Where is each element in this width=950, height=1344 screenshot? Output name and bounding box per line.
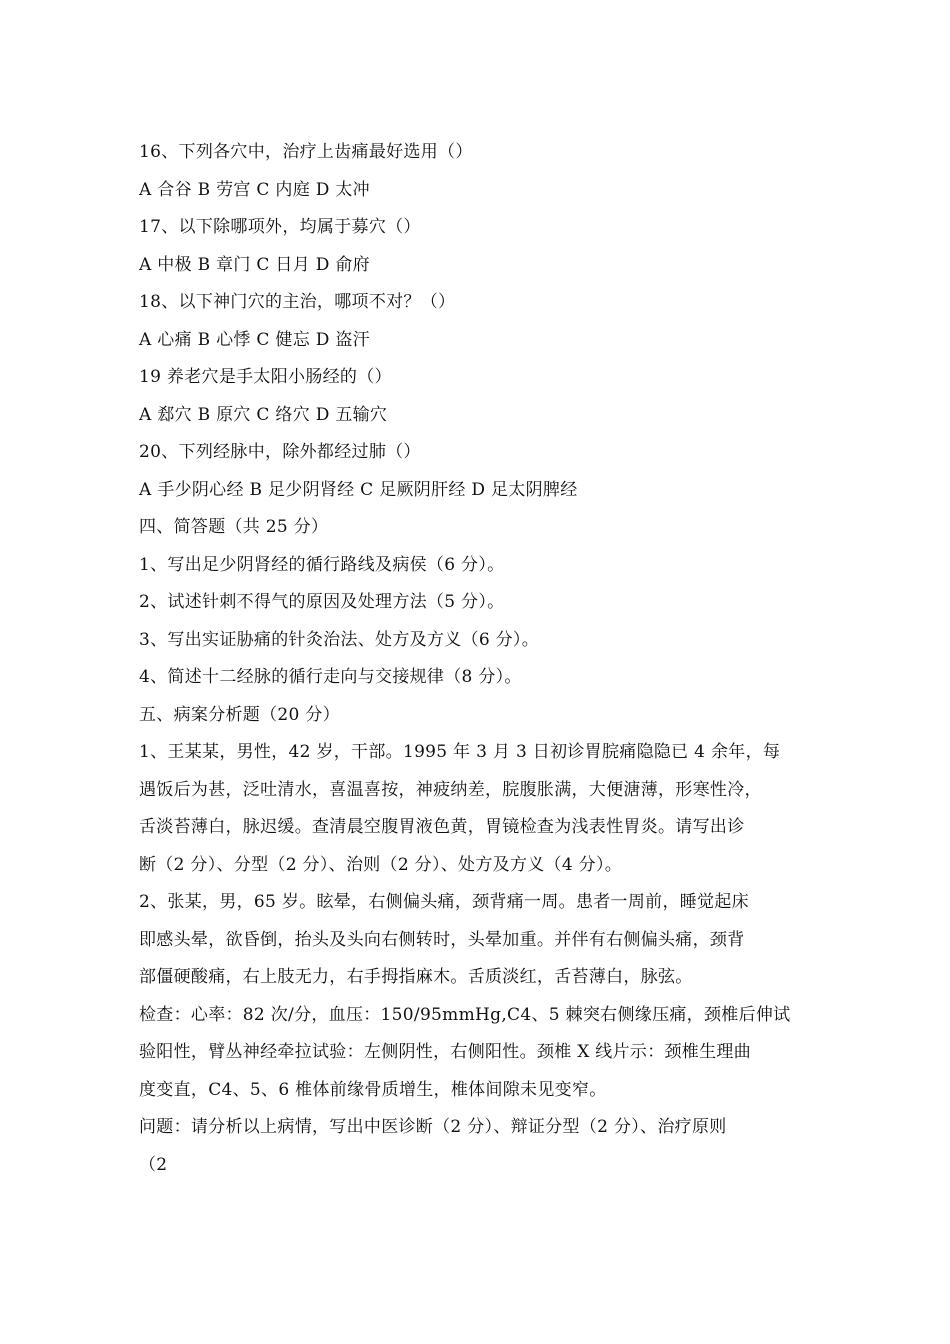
question-19-options: A 郄穴 B 原穴 C 络穴 D 五输穴 bbox=[139, 404, 388, 425]
question-20-options: A 手少阴心经 B 足少阴肾经 C 足厥阴肝经 D 足太阴脾经 bbox=[139, 479, 578, 500]
exam-line: 验阳性，臂丛神经牵拉试验：左侧阴性，右侧阳性。颈椎 X 线片示：颈椎生理曲 bbox=[139, 1042, 752, 1062]
question-16-options: A 合谷 B 劳宫 C 内庭 D 太冲 bbox=[139, 179, 370, 200]
question-18-stem: 18、以下神门穴的主治，哪项不对？（） bbox=[139, 292, 456, 312]
question-17-stem: 17、以下除哪项外，均属于募穴（） bbox=[139, 217, 421, 237]
case-1-line: 遇饭后为甚，泛吐清水，喜温喜按，神疲纳差，脘腹胀满，大便溏薄，形寒性冷， bbox=[139, 779, 762, 800]
question-19-stem: 19 养老穴是手太阳小肠经的（） bbox=[139, 367, 392, 387]
question-20-stem: 20、下列经脉中，除外都经过肺（） bbox=[139, 442, 421, 462]
case-1-line: 1、王某某，男性，42 岁，干部。1995 年 3 月 3 日初诊胃脘痛隐隐已 4 余年，每 bbox=[139, 742, 781, 762]
exam-line: 检查：心率：82 次/分，血压：150/95mmHg,C4、5 棘突右侧缘压痛，颈椎后伸试 bbox=[139, 1004, 791, 1025]
case-2-line: 部僵硬酸痛，右上肢无力，右手拇指麻木。舌质淡红，舌苔薄白，脉弦。 bbox=[139, 967, 693, 987]
document-content bbox=[139, 134, 839, 1184]
section-5-heading: 五、病案分析题（20 分） bbox=[139, 704, 340, 725]
section-4-heading: 四、简答题（共 25 分） bbox=[139, 517, 329, 537]
question-18-options: A 心痛 B 心悸 C 健忘 D 盗汗 bbox=[139, 329, 370, 350]
section-4-item-4: 4、简述十二经脉的循行走向与交接规律（8 分）。 bbox=[139, 667, 522, 687]
case-1-paragraph bbox=[139, 734, 839, 884]
question-line: （2 bbox=[139, 1154, 168, 1175]
question-paragraph bbox=[139, 1109, 839, 1184]
exam-line: 度变直，C4、5、6 椎体前缘骨质增生，椎体间隙未见变窄。 bbox=[139, 1079, 607, 1100]
case-1-line: 舌淡苔薄白，脉迟缓。查清晨空腹胃液色黄，胃镜检查为浅表性胃炎。请写出诊 bbox=[139, 817, 745, 837]
case-2-line: 2、张某，男，65 岁。眩晕，右侧偏头痛，颈背痛一周。患者一周前，睡觉起床 bbox=[139, 892, 749, 912]
case-2-line: 即感头晕，欲昏倒，抬头及头向右侧转时，头晕加重。并伴有右侧偏头痛，颈背 bbox=[139, 929, 745, 950]
section-4-item-2: 2、试述针刺不得气的原因及处理方法（5 分）。 bbox=[139, 592, 505, 612]
section-4-item-3: 3、写出实证胁痛的针灸治法、处方及方义（6 分）。 bbox=[139, 629, 540, 650]
case-1-line: 断（2 分）、分型（2 分）、治则（2 分）、处方及方义（4 分）。 bbox=[139, 854, 623, 875]
section-4-item-1: 1、写出足少阴肾经的循行路线及病侯（6 分）。 bbox=[139, 554, 505, 575]
question-line: 问题：请分析以上病情，写出中医诊断（2 分）、辩证分型（2 分）、治疗原则 bbox=[139, 1117, 727, 1137]
case-2-paragraph bbox=[139, 884, 839, 997]
question-17-options: A 中极 B 章门 C 日月 D 俞府 bbox=[139, 254, 370, 275]
question-16-stem: 16、下列各穴中，治疗上齿痛最好选用（） bbox=[139, 142, 473, 162]
exam-paragraph bbox=[139, 997, 839, 1110]
